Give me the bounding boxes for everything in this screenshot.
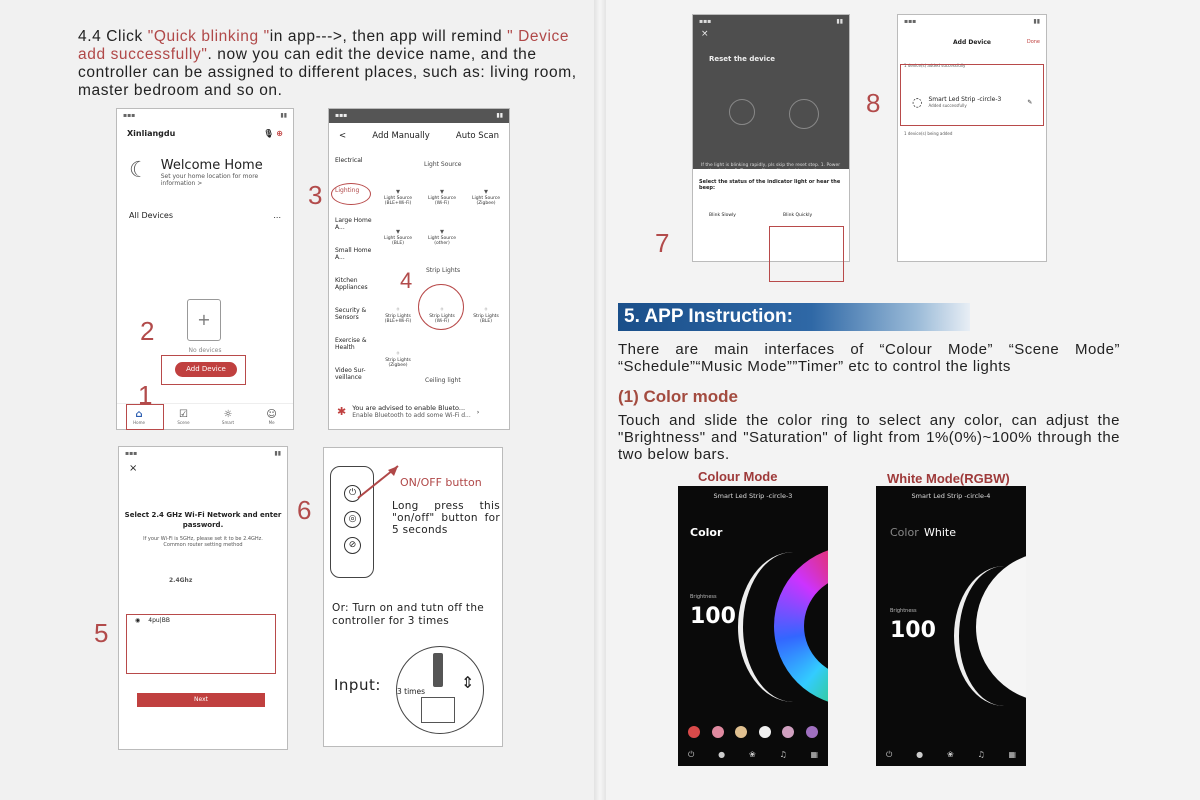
user-icon: ☺: [266, 408, 277, 420]
color-swatch[interactable]: [735, 726, 747, 738]
color-swatch[interactable]: [688, 726, 700, 738]
device-item[interactable]: [383, 187, 413, 206]
device-row-highlight: [900, 64, 1044, 126]
device-item-label: Light Source (Zigbee): [471, 196, 501, 206]
brightness-value: 100: [690, 604, 736, 629]
device-item-label: Light Source (BLE): [383, 236, 413, 246]
plug-illustration: [396, 646, 484, 734]
up-down-arrow-icon: ⇕: [461, 673, 475, 692]
strip-icon: ◦: [483, 305, 489, 314]
tab-scene-label: Scene: [177, 419, 190, 425]
category-item[interactable]: Large Home A...: [335, 217, 372, 231]
white-mode-label: White Mode(RGBW): [887, 471, 1010, 486]
device-item[interactable]: [383, 349, 413, 368]
color-swatch[interactable]: [712, 726, 724, 738]
reset-instructions: If the light is blinking rapidly, pls skip the reset step. 1. Power: [701, 163, 841, 168]
step-number-4: 4: [400, 268, 413, 293]
white-tab[interactable]: White: [924, 526, 956, 539]
home-icon: ⌂: [135, 408, 143, 420]
device-item[interactable]: [383, 305, 413, 324]
status-bar: ▪▪▪ ▮▮: [699, 18, 843, 25]
home-selector[interactable]: Xinliangdu: [127, 129, 176, 138]
add-icon[interactable]: ⊕: [276, 129, 283, 138]
bluetooth-notice[interactable]: [337, 404, 501, 419]
device-added-text: " Device add successfully": [78, 28, 570, 63]
chevron-right-icon: ›: [476, 407, 480, 416]
times-label: 3 times: [397, 687, 426, 696]
section-intro: There are main interfaces of “Colour Mode” “Scene Mode” “Schedule”“Music Mode””Timer” etc to control the lights: [618, 341, 1120, 375]
phone-add-success: [897, 14, 1047, 262]
color-swatches: [688, 726, 818, 738]
close-icon[interactable]: ×: [129, 463, 138, 474]
add-device-highlight: [161, 355, 246, 385]
music-icon[interactable]: ♫: [977, 750, 985, 759]
brightness-value: 100: [890, 618, 936, 643]
device-item[interactable]: [383, 227, 413, 246]
power-icon: ⏻: [344, 485, 361, 502]
empty-document-icon: +: [187, 299, 221, 341]
bulb-icon: [729, 99, 755, 125]
speed-icon: ⊘: [344, 537, 361, 554]
color-swatch[interactable]: [806, 726, 818, 738]
power-icon[interactable]: ⏻: [688, 750, 695, 759]
device-item[interactable]: [427, 187, 457, 206]
tab-scene[interactable]: [177, 409, 189, 425]
scene-icon: ☑: [178, 408, 188, 420]
device-item-label: Light Source (other): [427, 236, 457, 246]
reset-title: Reset the device: [709, 55, 775, 63]
category-item[interactable]: Exercise & Health: [335, 337, 367, 351]
plug-icon: [433, 653, 443, 687]
moon-icon: ☾: [129, 158, 149, 183]
lighting-highlight: [331, 183, 371, 205]
intro-text-1: 4.4 Click: [78, 28, 148, 45]
device-item-label: Light Source (BLE+Wi-Fi): [383, 196, 413, 206]
category-item[interactable]: Electrical: [335, 157, 363, 164]
wifi-note: If your Wi-Fi is 5GHz, please set it to be 2.4GHz. Common router setting method: [143, 536, 263, 548]
device-status: Added successfully: [928, 103, 967, 108]
sun-icon: ☼: [223, 408, 233, 420]
intro-text-3: . now you can edit the device name, and the controller can be assigned to different places, such as: living room, master bedroom and so on.: [78, 46, 577, 99]
home-top-bar: [117, 123, 293, 144]
section-title: 5. APP Instruction:: [618, 303, 970, 331]
added-count: 1 device(s) added successfully: [904, 63, 966, 68]
colour-mode-label: Colour Mode: [698, 469, 778, 484]
device-item-label: Strip Lights (Wi-Fi): [429, 314, 455, 324]
welcome-title: Welcome Home: [160, 158, 263, 173]
long-press-text: Long press this "on/off" button for 5 seconds: [392, 500, 500, 536]
scene-icon[interactable]: ❀: [748, 750, 756, 759]
device-item-label: Strip Lights (BLE): [473, 314, 499, 324]
device-icon: ◌: [912, 95, 923, 109]
color-tab[interactable]: Color: [690, 526, 723, 539]
device-item[interactable]: [471, 187, 501, 206]
onoff-title: ON/OFF button: [400, 476, 482, 489]
bluetooth-icon: ✱: [337, 405, 347, 418]
welcome-block: [117, 144, 293, 201]
device-header: Smart Led Strip -circle-3: [713, 492, 793, 500]
strip-icon: ◦: [395, 305, 401, 314]
timer-icon[interactable]: ▦: [810, 750, 818, 759]
color-mode-description: Touch and slide the color ring to select any color, can adjust the "Brightness" and "Saturation" of light from 1%(0%)~100% through the two below bars.: [618, 412, 1120, 463]
section-strip-lights: Strip Lights: [426, 267, 461, 274]
arrow-icon: [354, 462, 404, 502]
page-gutter: [594, 0, 606, 800]
device-header: Smart Led Strip -circle-4: [911, 492, 991, 500]
step-number-5: 5: [94, 618, 109, 648]
wifi-highlight: [126, 614, 276, 674]
add-device-title: Add Device: [953, 39, 991, 46]
mode-bar: [886, 750, 1016, 760]
quick-blinking-text: "Quick blinking ": [147, 28, 270, 45]
tab-me[interactable]: [266, 409, 276, 425]
back-button[interactable]: <: [339, 131, 347, 141]
phone-reset-device: [692, 14, 850, 262]
tab-home-label: Home: [133, 419, 145, 425]
wifi-name: 4pu|BB: [148, 617, 170, 624]
bluetooth-notice-title: You are advised to enable Blueto...: [352, 404, 466, 412]
phone-wifi-setup: [118, 446, 288, 750]
section-ceiling-light: Ceiling light: [425, 377, 461, 384]
mic-icon[interactable]: 🎙: [263, 129, 274, 138]
step-number-1: 1: [138, 380, 153, 410]
section-light-source: Light Source: [424, 161, 462, 168]
next-button[interactable]: Next: [137, 693, 265, 707]
colour-mode-screenshot: [678, 486, 828, 766]
frequency-label: 2.4Ghz: [169, 577, 193, 584]
intro-paragraph: [78, 28, 588, 100]
brightness-label: Brightness: [690, 594, 717, 600]
device-item[interactable]: [427, 227, 457, 246]
white-icon[interactable]: ●: [718, 750, 726, 759]
brightness-arc[interactable]: [954, 566, 1026, 706]
sheet-title: Select the status of the indicator light or hear the beep:: [699, 179, 841, 191]
category-item[interactable]: Small Home A...: [335, 247, 372, 261]
auto-scan-tab[interactable]: Auto Scan: [455, 131, 499, 141]
device-name: Smart Led Strip -circle-3: [928, 96, 1002, 103]
bulb-icon: ▾: [439, 187, 444, 196]
controller-reset-panel: [323, 447, 503, 747]
no-devices-text: No devices: [188, 347, 222, 354]
category-item[interactable]: Security & Sensors: [335, 307, 367, 321]
strip-reel-icon: [789, 99, 819, 129]
add-header: [329, 123, 509, 149]
white-icon[interactable]: ●: [916, 750, 924, 759]
blink-quickly-highlight: [769, 226, 844, 282]
phone-add-manually: [328, 108, 510, 430]
tab-me-label: Me: [268, 419, 275, 425]
bulb-icon: ▾: [483, 187, 488, 196]
wifi-icon: ◉: [135, 617, 141, 624]
input-label: Input:: [334, 676, 381, 694]
strip-icon: ◦: [439, 305, 445, 314]
category-item[interactable]: Video Sur-veillance: [335, 367, 366, 381]
white-mode-screenshot: [876, 486, 1026, 766]
mode-bar: [688, 750, 818, 760]
socket-icon: [421, 697, 455, 723]
blink-quickly-option[interactable]: Blink Quickly: [783, 213, 813, 218]
all-devices-row: [117, 201, 293, 230]
or-text: Or: Turn on and tutn off the controller for 3 times: [332, 602, 485, 627]
step-number-7: 7: [655, 228, 670, 258]
scene-icon[interactable]: ❀: [946, 750, 954, 759]
device-item[interactable]: [471, 305, 501, 324]
close-icon[interactable]: ×: [701, 29, 709, 39]
status-bar: ▪▪▪ ▮▮: [329, 109, 509, 123]
edit-icon[interactable]: ✎: [1027, 98, 1033, 106]
color-swatch[interactable]: [782, 726, 794, 738]
strip-wifi-highlight: [418, 284, 464, 330]
blink-slowly-option[interactable]: Blink Slowly: [709, 213, 736, 218]
add-manually-tab[interactable]: Add Manually: [372, 131, 430, 141]
music-icon[interactable]: ♫: [779, 750, 787, 759]
status-bar: ▪▪▪ ▮▮: [123, 112, 287, 119]
step-number-6: 6: [297, 495, 312, 525]
category-item[interactable]: Lighting: [335, 187, 360, 194]
adding-count: 1 device(s) being added: [904, 131, 953, 136]
step-number-2: 2: [140, 316, 155, 346]
color-swatch[interactable]: [759, 726, 771, 738]
strip-icon: ◦: [395, 349, 401, 358]
more-button[interactable]: ...: [273, 211, 281, 220]
add-device-button[interactable]: Add Device: [175, 362, 237, 377]
timer-icon[interactable]: ▦: [1008, 750, 1016, 759]
step-number-8: 8: [866, 88, 881, 118]
brightness-label: Brightness: [890, 608, 917, 614]
bulb-icon: ▾: [395, 227, 400, 236]
bulb-icon: ▾: [395, 187, 400, 196]
tab-smart-label: Smart: [221, 419, 235, 425]
bulb-icon: ▾: [439, 227, 444, 236]
welcome-subtitle[interactable]: Set your home location for more information >: [160, 173, 259, 187]
power-icon[interactable]: ⏻: [886, 750, 893, 759]
status-bar: ▪▪▪ ▮▮: [904, 18, 1040, 25]
mode-icon: ◎: [344, 511, 361, 528]
step-number-3: 3: [308, 180, 323, 210]
bluetooth-notice-sub: Enable Bluetooth to add some Wi-Fi d...: [352, 412, 471, 419]
status-bar: ▪▪▪ ▮▮: [125, 450, 281, 457]
intro-text-2: in app--->, then app will remind: [269, 28, 508, 45]
color-tab[interactable]: Color: [890, 526, 919, 539]
all-devices-tab[interactable]: All Devices: [129, 211, 173, 220]
wifi-title: Select 2.4 GHz Wi-Fi Network and enter password.: [124, 511, 282, 529]
done-button[interactable]: Done: [1026, 39, 1040, 45]
device-item-label: Strip Lights (BLE+Wi-Fi): [384, 314, 412, 324]
brightness-arc[interactable]: [738, 552, 828, 702]
category-item[interactable]: Kitchen Appliances: [335, 277, 368, 291]
color-mode-heading: (1) Color mode: [618, 387, 738, 406]
tab-smart[interactable]: [222, 409, 234, 425]
device-item-label: Strip Lights (Zigbee): [385, 358, 411, 368]
device-item-label: Light Source (Wi-Fi): [427, 196, 457, 206]
